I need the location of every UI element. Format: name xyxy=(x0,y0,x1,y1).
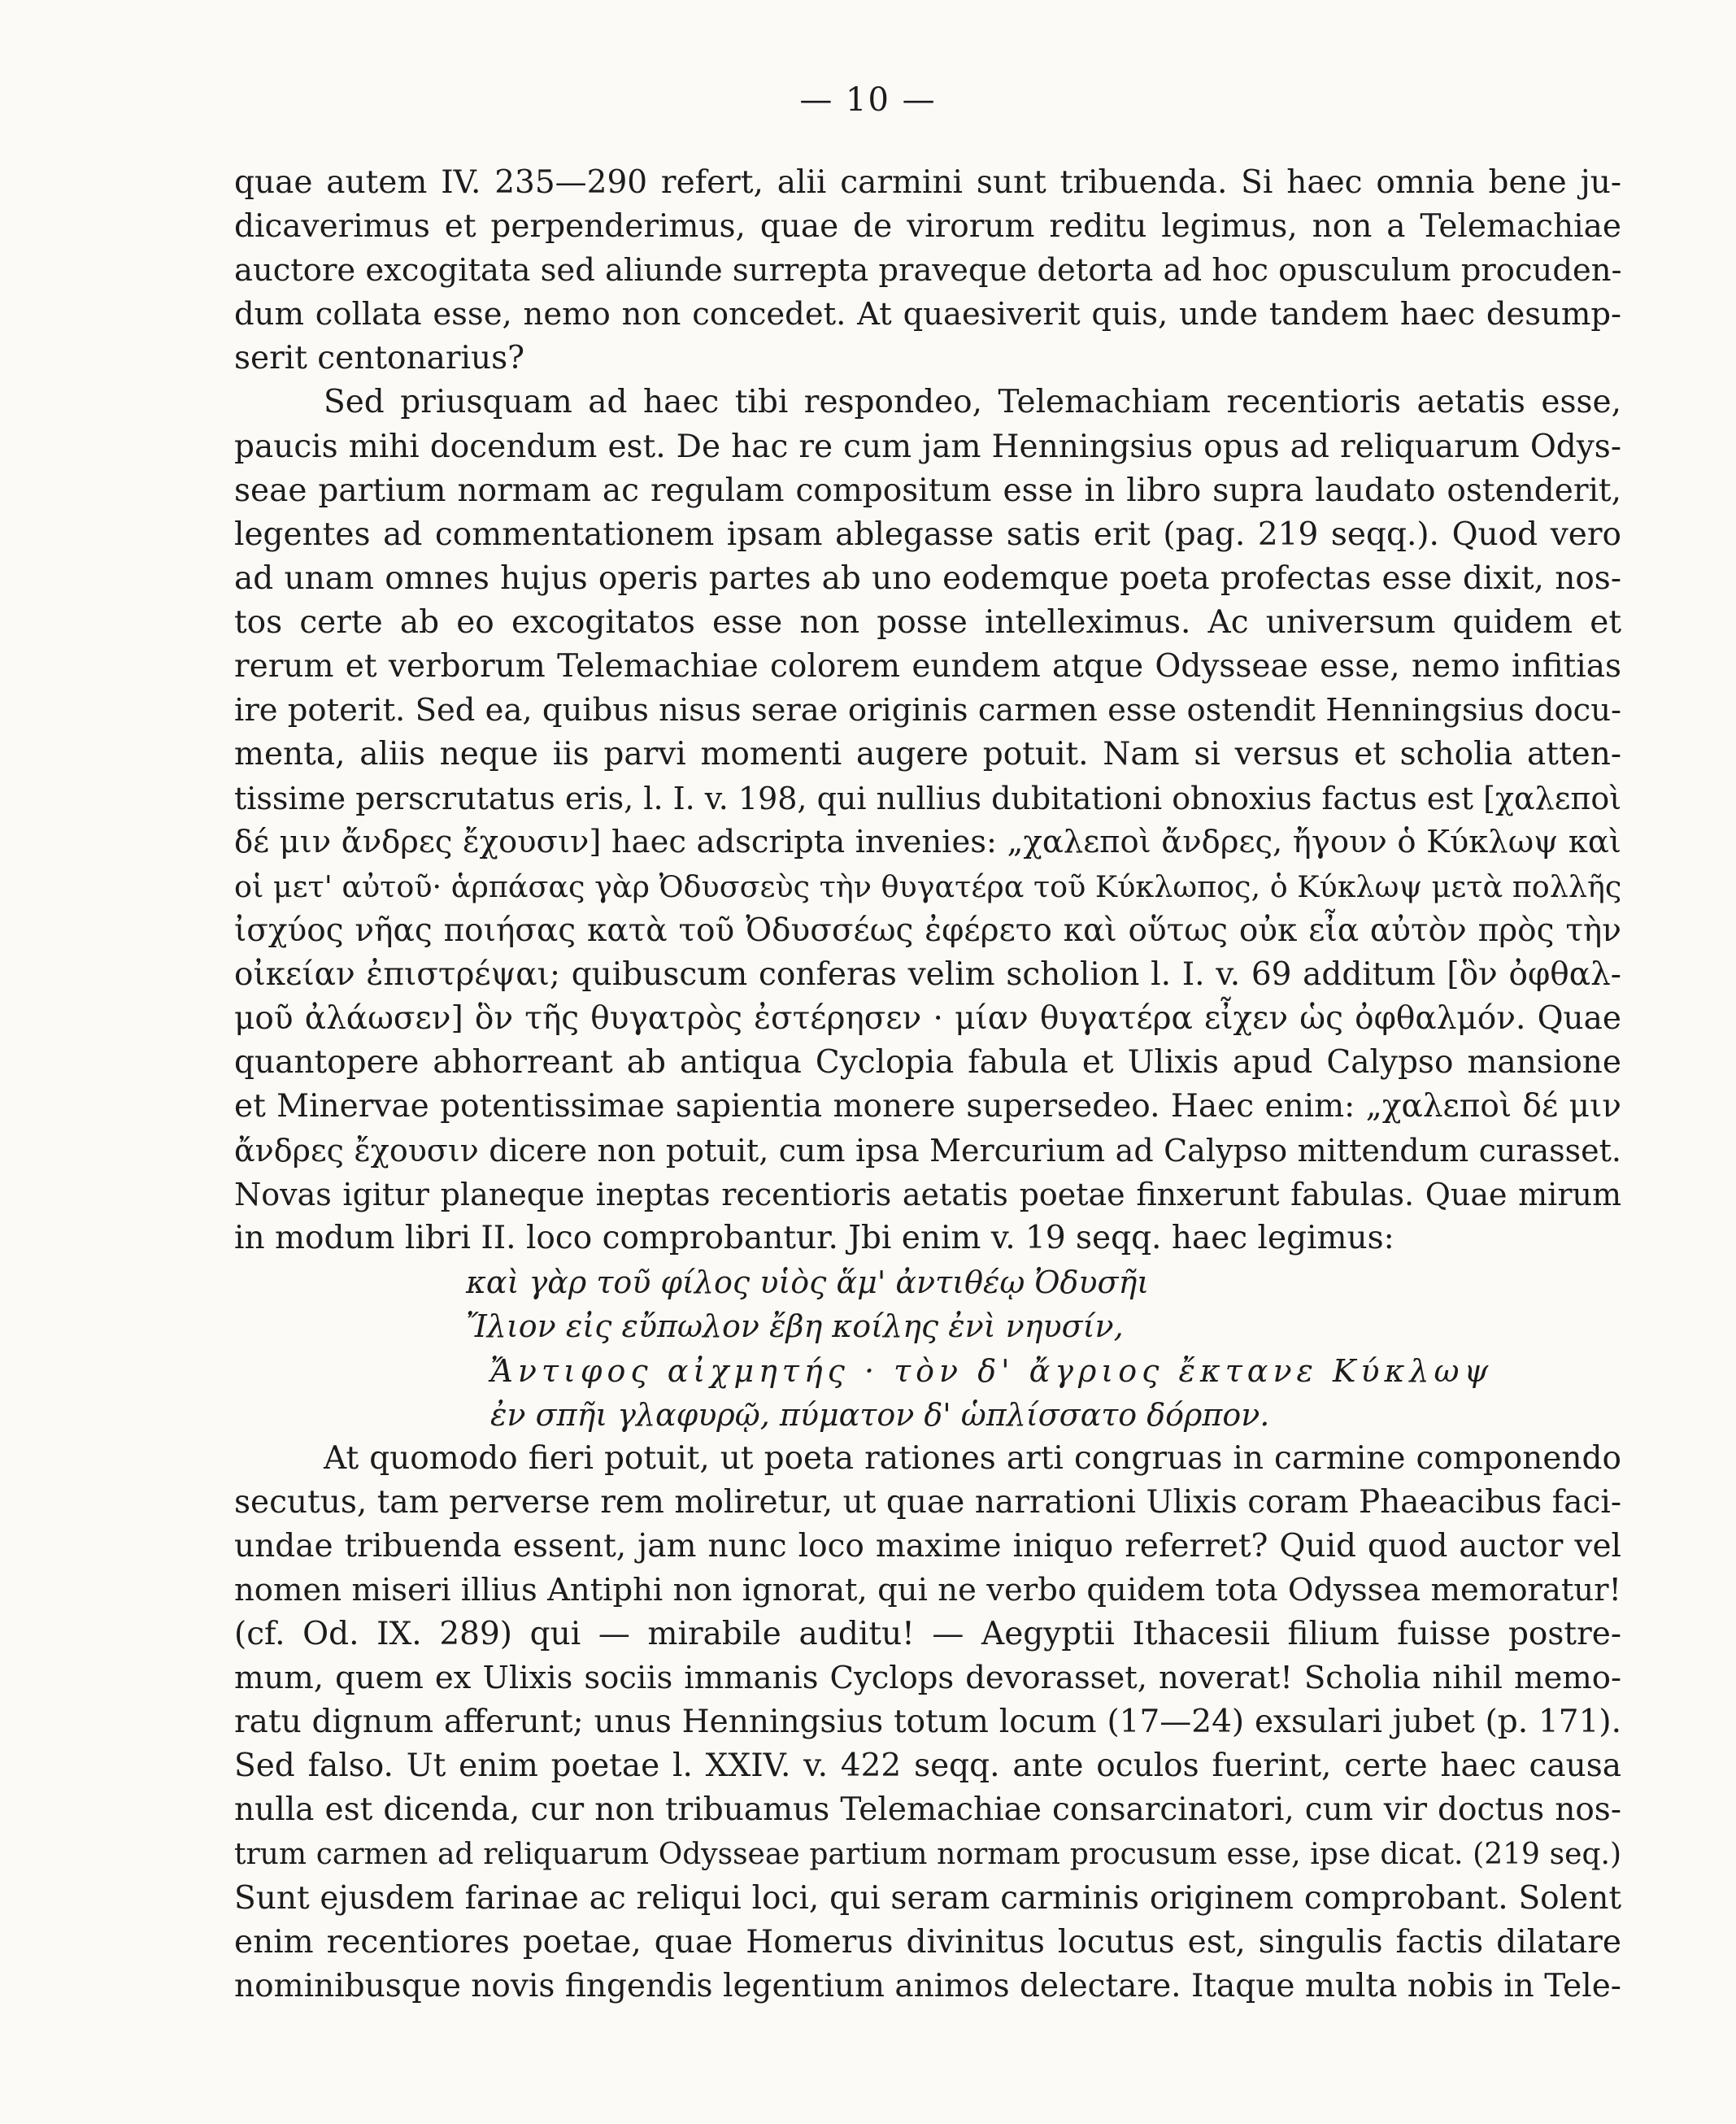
text-line: undae tribuenda essent, jam nunc loco maxime iniquo referret? Quid quod auctor vel xyxy=(234,1527,1621,1565)
text-line: nomen miseri illius Antiphi non ignorat, qui ne verbo quidem tota Odyssea memoratur! xyxy=(234,1572,1621,1608)
text-line: οἱ μετ' αὐτοῦ· ἁρπάσας γὰρ Ὀδυσσεὺς τὴν θυγατέρα τοῦ Κύκλωπος, ὁ Κύκλωψ μετὰ πολλῆς xyxy=(234,868,1622,904)
verse-line: καὶ γὰρ τοῦ φίλος υἱὸς ἅμ' ἀντιθέῳ Ὀδυσῆι xyxy=(466,1264,1150,1301)
text-line: ratu dignum afferunt; unus Henningsius totum locum (17—24) exsulari jubet (p. 171). xyxy=(234,1704,1621,1741)
text-line: ad unam omnes hujus operis partes ab uno eodemque poeta profectas esse dixit, nos- xyxy=(234,559,1621,597)
text-line: in modum libri II. loco comprobantur. Jbi enim v. 19 seqq. haec legimus: xyxy=(234,1220,1394,1257)
text-line: et Minervae potentissimae sapientia monere supersedeo. Haec enim: „χαλεποὶ δέ μιν xyxy=(234,1087,1621,1125)
text-line: Novas igitur planeque ineptas recentioris aetatis poetae finxerunt fabulas. Quae mirum xyxy=(234,1177,1621,1213)
text-line: tos certe ab eo excogitatos esse non posse intelleximus. Ac universum quidem et xyxy=(234,603,1621,641)
text-line: mum, quem ex Ulixis sociis immanis Cyclops devorasset, noverat! Scholia nihil memo- xyxy=(234,1660,1621,1697)
text-line: seae partium normam ac regulam compositum esse in libro supra laudato ostenderit, xyxy=(234,472,1621,509)
text-line: dum collata esse, nemo non concedet. At quaesiverit quis, unde tandem haec desump- xyxy=(234,296,1621,333)
text-line: nominibusque novis fingendis legentium animos delectare. Itaque multa nobis in Tele- xyxy=(234,1967,1621,2004)
text-line: serit centonarius? xyxy=(234,340,524,377)
verse-line: Ἴλιον εἰς εὔπωλον ἔβη κοίλης ἐνὶ νηυσίν, xyxy=(466,1308,1124,1345)
text-line: nulla est dicenda, cur non tribuamus Telemachiae consarcinatori, cum vir doctus nos- xyxy=(234,1791,1621,1829)
text-line: ἄνδρες ἔχουσιν dicere non potuit, cum ipsa Mercurium ad Calypso mittendum curasset. xyxy=(234,1133,1621,1169)
text-line: trum carmen ad reliquarum Odysseae partium normam procusum esse, ipse dicat. (219 seq.) xyxy=(234,1837,1621,1871)
text-line: quantopere abhorreant ab antiqua Cyclopia fabula et Ulixis apud Calypso mansione xyxy=(234,1043,1621,1081)
verse-line: ἐν σπῆι γλαφυρῷ, πύματον δ' ὡπλίσσατο δόρπον. xyxy=(490,1396,1270,1433)
text-line: Sed falso. Ut enim poetae l. XXIV. v. 422 seqq. ante oculos fuerint, certe haec causa xyxy=(234,1748,1621,1785)
text-line: tissime perscrutatus eris, l. I. v. 198, qui nullius dubitationi obnoxius factus est [χαλεποὶ xyxy=(234,781,1622,817)
text-line: rerum et verborum Telemachiae colorem eundem atque Odysseae esse, nemo infitias xyxy=(234,648,1621,686)
text-line: dicaverimus et perpenderimus, quae de virorum reditu legimus, non a Telemachiae xyxy=(234,208,1621,246)
text-line: paucis mihi docendum est. De hac re cum jam Henningsius opus ad reliquarum Odys- xyxy=(234,428,1621,465)
text-line: enim recentiores poetae, quae Homerus divinitus locutus est, singulis factis dilatare xyxy=(234,1923,1621,1961)
body-text xyxy=(234,161,1621,2009)
text-line: μοῦ ἀλάωσεν] ὃν τῆς θυγατρὸς ἐστέρησεν · μίαν θυγατέρα εἶχεν ὡς ὀφθαλμόν. Quae xyxy=(234,999,1621,1037)
text-line: auctore excogitata sed aliunde surrepta praveque detorta ad hoc opusculum procuden- xyxy=(234,252,1622,289)
text-line: Sunt ejusdem farinae ac reliqui loci, qui seram carminis originem comprobant. Solent xyxy=(234,1879,1621,1917)
text-line: δέ μιν ἄνδρες ἔχουσιν] haec adscripta invenies: „χαλεποὶ ἄνδρες, ἤγουν ὁ Κύκλωψ καὶ xyxy=(234,824,1621,861)
text-line: ἰσχύος νῆας ποιήσας κατὰ τοῦ Ὀδυσσέως ἐφέρετο καὶ οὕτως οὐκ εἶα αὐτὸν πρὸς τὴν xyxy=(234,912,1621,949)
text-line: (cf. Od. IX. 289) qui — mirabile auditu! — Aegyptii Ithacesii filium fuisse postre- xyxy=(234,1616,1621,1653)
text-line: οἰκείαν ἐπιστρέψαι; quibuscum conferas velim scholion l. I. v. 69 additum [ὃν ὀφθαλ- xyxy=(234,955,1621,993)
text-line: secutus, tam perverse rem moliretur, ut quae narrationi Ulixis coram Phaeacibus faci- xyxy=(234,1483,1621,1521)
text-line: ire poterit. Sed ea, quibus nisus serae originis carmen esse ostendit Henningsius docu- xyxy=(234,692,1621,729)
page-number: — 10 — xyxy=(799,81,937,119)
text-line: menta, aliis neque iis parvi momenti augere potuit. Nam si versus et scholia atten- xyxy=(234,736,1621,773)
text-line: quae autem IV. 235—290 refert, alii carmini sunt tribuenda. Si haec omnia bene ju- xyxy=(234,164,1621,201)
verse-line: Ἄντιφος αἰχμητής · τὸν δ' ἄγριος ἔκτανε Κύκλωψ xyxy=(490,1352,1494,1389)
paragraph-first-line: Sed priusquam ad haec tibi respondeo, Telemachiam recentioris aetatis esse, xyxy=(324,384,1621,421)
text-line: legentes ad commentationem ipsam ablegasse satis erit (pag. 219 seqq.). Quod vero xyxy=(234,516,1621,553)
paragraph-first-line: At quomodo fieri potuit, ut poeta rationes arti congruas in carmine componendo xyxy=(324,1439,1621,1477)
